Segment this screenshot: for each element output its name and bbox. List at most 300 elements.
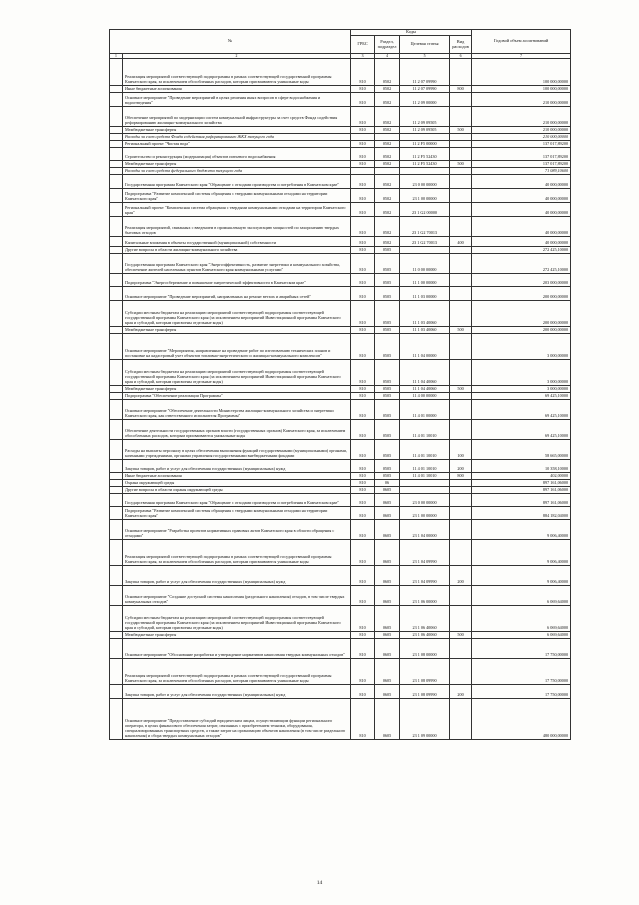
row-grbs-cell: 810 [351, 175, 375, 189]
row-name-cell: Расходы за счет средств федерального бюджета текущего года [123, 168, 351, 175]
row-section-cell: 0505 [375, 334, 400, 360]
row-grbs-cell: 810 [351, 480, 375, 487]
row-grbs-cell: 810 [351, 360, 375, 386]
row-amount-cell: 210 000,00000 [472, 107, 571, 127]
row-expense-type-cell [450, 301, 472, 327]
row-number-cell [110, 473, 123, 480]
row-expense-type-cell: 200 [450, 460, 472, 473]
row-number-cell [110, 566, 123, 586]
row-target-cell: 23 1 00 00000 [400, 507, 450, 520]
row-target-cell: 11 1 03 40060 [400, 301, 450, 327]
table-row [110, 487, 571, 494]
row-expense-type-cell [450, 148, 472, 161]
row-name-cell: Государственная программа Камчатского края "Обращение с отходами производства и потребления в Камчатском крае" [123, 494, 351, 507]
row-name-cell: Основное мероприятие "Обоснование разработки и утверждение нормативов накопления твердых коммунальных отходов" [123, 639, 351, 659]
table-row [110, 175, 571, 189]
row-amount-cell: 9 006,40000 [472, 566, 571, 586]
row-name-cell: Реализация мероприятий соответствующей подпрограммы в рамках соответствующей государственной программы Камчатского края, за исключением обособленных расходов, которым присваиваются уникальные коды [123, 540, 351, 566]
row-target-cell: 23 1 06 40060 [400, 606, 450, 632]
row-expense-type-cell [450, 93, 472, 107]
row-amount-cell: 9 006,40000 [472, 520, 571, 540]
row-target-cell: 23 1 00 00000 [400, 189, 450, 203]
row-section-cell: 0502 [375, 86, 400, 93]
row-name-cell: Субсидии местным бюджетам на реализацию мероприятий соответствующей подпрограммы соответствующей государственной программы Камчатского края (за исключением мероприятий Инвестиционной программы Камчатского края и субсидий, которым присвоены отдельные коды) [123, 301, 351, 327]
row-grbs-cell [351, 168, 375, 175]
row-amount-cell: 897 161,06000 [472, 494, 571, 507]
table-row [110, 59, 571, 86]
row-grbs-cell: 810 [351, 86, 375, 93]
row-name-cell: Основное мероприятие "Мероприятия, направленные на проведение работ по изготовлению технических планов и постановке на кадастровый учет объектов топливно-энергетического и жилищно-коммунального комплексов" [123, 334, 351, 360]
row-number-cell [110, 247, 123, 254]
row-name-cell: Подпрограмма "Обеспечение реализации Программы" [123, 393, 351, 400]
row-section-cell: 0502 [375, 93, 400, 107]
row-grbs-cell: 810 [351, 639, 375, 659]
table-row [110, 393, 571, 400]
row-target-cell: 23 0 00 00000 [400, 175, 450, 189]
table-row [110, 494, 571, 507]
row-grbs-cell: 810 [351, 440, 375, 460]
table-row [110, 639, 571, 659]
row-grbs-cell: 810 [351, 494, 375, 507]
row-target-cell: 11 2 09 09505 [400, 127, 450, 134]
row-number-cell [110, 420, 123, 440]
row-section-cell: 0605 [375, 520, 400, 540]
row-target-cell: 11 2 F5 00000 [400, 141, 450, 148]
row-section-cell: 0605 [375, 632, 400, 639]
table-row [110, 566, 571, 586]
row-grbs-cell: 810 [351, 327, 375, 334]
row-amount-cell: 210 000,00000 [472, 93, 571, 107]
header-row-1 [110, 30, 571, 36]
row-amount-cell: 100 000,00000 [472, 86, 571, 93]
table-row [110, 148, 571, 161]
row-grbs-cell: 810 [351, 420, 375, 440]
row-target-cell [400, 480, 450, 487]
row-amount-cell: 17 750,00000 [472, 659, 571, 685]
row-number-cell [110, 274, 123, 287]
column-number: 4 [375, 54, 400, 59]
row-grbs-cell: 810 [351, 699, 375, 740]
row-grbs-cell: 810 [351, 393, 375, 400]
row-expense-type-cell [450, 247, 472, 254]
row-number-cell [110, 480, 123, 487]
row-target-cell: 11 1 00 00000 [400, 274, 450, 287]
row-target-cell: 11 2 F5 52430 [400, 148, 450, 161]
row-amount-cell: 3 000,00000 [472, 386, 571, 393]
table-row [110, 189, 571, 203]
row-name-cell: Закупка товаров, работ и услуг для обеспечения государственных (муниципальных) нужд [123, 460, 351, 473]
row-grbs-cell: 810 [351, 460, 375, 473]
row-target-cell [400, 487, 450, 494]
row-number-cell [110, 327, 123, 334]
column-number: 2 [123, 54, 351, 59]
table-row [110, 480, 571, 487]
row-section-cell: 0605 [375, 507, 400, 520]
row-amount-cell: 210 000,00000 [472, 127, 571, 134]
row-expense-type-cell [450, 507, 472, 520]
row-target-cell: 11 1 03 00000 [400, 287, 450, 301]
row-target-cell: 11 2 F5 52430 [400, 161, 450, 168]
table-row [110, 254, 571, 274]
row-amount-cell: 137 017,89200 [472, 141, 571, 148]
table-row [110, 274, 571, 287]
row-grbs-cell: 810 [351, 386, 375, 393]
row-expense-type-cell: 400 [450, 237, 472, 247]
row-target-cell: 11 4 01 10010 [400, 473, 450, 480]
row-expense-type-cell: 800 [450, 473, 472, 480]
row-section-cell: 0502 [375, 175, 400, 189]
row-amount-cell: 480 000,00000 [472, 699, 571, 740]
row-grbs-cell: 810 [351, 586, 375, 606]
row-number-cell [110, 386, 123, 393]
row-expense-type-cell [450, 274, 472, 287]
row-amount-cell: 9 006,40000 [472, 540, 571, 566]
row-target-cell: 23 1 08 00000 [400, 639, 450, 659]
row-amount-cell: 71 089,10600 [472, 168, 571, 175]
row-target-cell: 11 2 07 09990 [400, 86, 450, 93]
row-number-cell [110, 659, 123, 685]
row-number-cell [110, 639, 123, 659]
row-number-cell [110, 460, 123, 473]
row-name-cell: Межбюджетные трансферты [123, 386, 351, 393]
row-number-cell [110, 699, 123, 740]
row-expense-type-cell [450, 494, 472, 507]
table-body [110, 59, 571, 740]
header-section: Раздел, подраздел [375, 36, 400, 54]
row-number-cell [110, 494, 123, 507]
row-section-cell: 0505 [375, 360, 400, 386]
row-target-cell: 23 1 04 09990 [400, 540, 450, 566]
row-target-cell: 11 2 09 00000 [400, 93, 450, 107]
table-row [110, 606, 571, 632]
row-name-cell: Реализация мероприятий соответствующей подпрограммы в рамках соответствующей государственной программы Камчатского края, за исключением обособленных расходов, которым присваиваются уникальные коды [123, 59, 351, 86]
row-amount-cell: 272 425,10000 [472, 254, 571, 274]
row-section-cell: 0605 [375, 639, 400, 659]
row-grbs-cell: 810 [351, 189, 375, 203]
row-section-cell: 0502 [375, 127, 400, 134]
header-expense-type: Вид расходов [450, 36, 472, 54]
table-row [110, 327, 571, 334]
row-section-cell: 0505 [375, 393, 400, 400]
row-amount-cell: 897 161,06000 [472, 480, 571, 487]
row-name-cell: Межбюджетные трансферты [123, 632, 351, 639]
row-amount-cell: 100 000,00000 [472, 59, 571, 86]
row-grbs-cell: 810 [351, 487, 375, 494]
row-target-cell: 11 2 07 09990 [400, 59, 450, 86]
row-expense-type-cell [450, 141, 472, 148]
header-number: № [110, 30, 351, 54]
row-target-cell: 11 1 03 40060 [400, 327, 450, 334]
row-expense-type-cell [450, 606, 472, 632]
row-number-cell [110, 86, 123, 93]
table-row [110, 360, 571, 386]
row-section-cell: 0605 [375, 685, 400, 699]
row-amount-cell: 884 182,04000 [472, 507, 571, 520]
row-expense-type-cell: 500 [450, 127, 472, 134]
row-name-cell: Подпрограмма "Энергосбережение и повышение энергетической эффективности в Камчатском крае" [123, 274, 351, 287]
row-expense-type-cell [450, 520, 472, 540]
row-amount-cell: 203 000,00000 [472, 274, 571, 287]
row-name-cell: Основное мероприятие "Разработка проектов нормативных правовых актов Камчатского края в области обращения с отходами" [123, 520, 351, 540]
row-target-cell: 23 1 08 09990 [400, 685, 450, 699]
row-section-cell: 0505 [375, 400, 400, 420]
row-amount-cell: 40 000,00000 [472, 237, 571, 247]
row-amount-cell: 3 000,00000 [472, 360, 571, 386]
row-section-cell: 0505 [375, 254, 400, 274]
row-section-cell: 0505 [375, 460, 400, 473]
row-target-cell: 23 1 04 09990 [400, 566, 450, 586]
row-grbs-cell: 810 [351, 287, 375, 301]
row-section-cell: 0605 [375, 586, 400, 606]
table-row [110, 237, 571, 247]
row-grbs-cell: 810 [351, 254, 375, 274]
row-expense-type-cell [450, 487, 472, 494]
row-name-cell: Закупка товаров, работ и услуг для обеспечения государственных (муниципальных) нужд [123, 566, 351, 586]
row-amount-cell: 272 425,10000 [472, 247, 571, 254]
row-section-cell: 0502 [375, 203, 400, 217]
row-number-cell [110, 606, 123, 632]
row-amount-cell: 200 000,00000 [472, 287, 571, 301]
row-section-cell: 0502 [375, 237, 400, 247]
row-section-cell: 0505 [375, 247, 400, 254]
row-grbs-cell: 810 [351, 107, 375, 127]
header-target: Целевая статья [400, 36, 450, 54]
table-row [110, 586, 571, 606]
row-number-cell [110, 254, 123, 274]
row-number-cell [110, 237, 123, 247]
row-number-cell [110, 141, 123, 148]
row-expense-type-cell [450, 699, 472, 740]
row-target-cell: 11 2 09 09505 [400, 107, 450, 127]
row-expense-type-cell: 200 [450, 566, 472, 586]
row-amount-cell: 3 000,00000 [472, 334, 571, 360]
row-section-cell: 0505 [375, 473, 400, 480]
row-target-cell: 11 1 04 00000 [400, 334, 450, 360]
row-section-cell: 0605 [375, 540, 400, 566]
row-grbs-cell: 810 [351, 540, 375, 566]
row-target-cell: 23 1 06 40060 [400, 632, 450, 639]
row-target-cell: 11 4 01 10010 [400, 440, 450, 460]
row-name-cell: Реализация мероприятий соответствующей подпрограммы в рамках соответствующей государственной программы Камчатского края, за исключением обособленных расходов, которым присваиваются уникальные коды [123, 659, 351, 685]
table-row [110, 93, 571, 107]
row-expense-type-cell: 500 [450, 632, 472, 639]
row-number-cell [110, 632, 123, 639]
row-name-cell: Иные бюджетные ассигнования [123, 473, 351, 480]
row-grbs-cell: 810 [351, 632, 375, 639]
row-target-cell: 11 4 01 10010 [400, 460, 450, 473]
row-section-cell: 0502 [375, 161, 400, 168]
row-number-cell [110, 203, 123, 217]
row-section-cell: 0605 [375, 494, 400, 507]
row-section-cell: 0505 [375, 287, 400, 301]
row-name-cell: Другие вопросы в области жилищно-коммунального хозяйства [123, 247, 351, 254]
row-name-cell: Государственная программа Камчатского края "Энергоэффективность, развитие энергетики и коммунального хозяйства, обеспечение жителей населенных пунктов Камчатского края коммунальными услугами" [123, 254, 351, 274]
row-section-cell: 0502 [375, 189, 400, 203]
table-row [110, 386, 571, 393]
row-name-cell: Расходы за счет средств Фонда содействия реформированию ЖКХ текущего года [123, 134, 351, 141]
row-expense-type-cell [450, 400, 472, 420]
row-number-cell [110, 93, 123, 107]
row-expense-type-cell [450, 393, 472, 400]
row-name-cell: Региональный проект "Чистая вода" [123, 141, 351, 148]
row-expense-type-cell [450, 334, 472, 360]
row-expense-type-cell [450, 586, 472, 606]
row-number-cell [110, 685, 123, 699]
row-grbs-cell [351, 134, 375, 141]
row-grbs-cell: 810 [351, 473, 375, 480]
table-row [110, 161, 571, 168]
row-number-cell [110, 127, 123, 134]
header-annual-amount: Годовой объем ассигнований [472, 30, 571, 54]
row-section-cell: 0605 [375, 566, 400, 586]
row-section-cell: 0505 [375, 274, 400, 287]
row-target-cell [400, 247, 450, 254]
row-target-cell: 23 1 G2 70013 [400, 217, 450, 237]
row-grbs-cell: 810 [351, 148, 375, 161]
row-expense-type-cell [450, 59, 472, 86]
page-number: 14 [316, 880, 323, 886]
row-amount-cell: 6 069,64000 [472, 632, 571, 639]
row-grbs-cell: 810 [351, 659, 375, 685]
table-row [110, 507, 571, 520]
row-name-cell: Реализация мероприятий, связанных с введением в промышленную эксплуатацию мощностей по захоронению твердых бытовых отходов [123, 217, 351, 237]
row-amount-cell: 6 069,64000 [472, 586, 571, 606]
table-row [110, 632, 571, 639]
row-section-cell [375, 134, 400, 141]
row-number-cell [110, 400, 123, 420]
row-number-cell [110, 440, 123, 460]
row-expense-type-cell [450, 168, 472, 175]
row-grbs-cell: 810 [351, 274, 375, 287]
column-number: 3 [351, 54, 375, 59]
row-section-cell: 0502 [375, 148, 400, 161]
row-section-cell: 0605 [375, 487, 400, 494]
row-target-cell: 23 1 06 00000 [400, 586, 450, 606]
row-target-cell [400, 134, 450, 141]
table-row [110, 86, 571, 93]
row-expense-type-cell [450, 639, 472, 659]
row-amount-cell: 69 425,10000 [472, 400, 571, 420]
column-number: 5 [400, 54, 450, 59]
row-target-cell: 23 1 G2 70013 [400, 237, 450, 247]
table-row [110, 334, 571, 360]
row-amount-cell: 137 017,89200 [472, 161, 571, 168]
row-number-cell [110, 217, 123, 237]
row-name-cell: Основное мероприятие "Проведение мероприятий, направленных на ремонт ветхих и аварийных сетей" [123, 287, 351, 301]
row-target-cell: 23 1 04 00000 [400, 520, 450, 540]
table-row [110, 659, 571, 685]
row-name-cell: Обеспечение мероприятий по модернизации систем коммунальной инфраструктуры за счет средств Фонда содействия реформированию жилищно-коммунального хозяйства [123, 107, 351, 127]
row-amount-cell: 40 000,00000 [472, 175, 571, 189]
row-expense-type-cell [450, 217, 472, 237]
row-section-cell: 0605 [375, 659, 400, 685]
row-expense-type-cell [450, 254, 472, 274]
row-section-cell: 0505 [375, 327, 400, 334]
row-amount-cell: 69 425,10000 [472, 393, 571, 400]
row-target-cell: 23 0 00 00000 [400, 494, 450, 507]
row-grbs-cell: 810 [351, 237, 375, 247]
table-row [110, 203, 571, 217]
row-section-cell: 0605 [375, 606, 400, 632]
row-expense-type-cell [450, 203, 472, 217]
table-row [110, 301, 571, 327]
row-grbs-cell: 810 [351, 520, 375, 540]
row-amount-cell: 200 000,00000 [472, 327, 571, 334]
table-row [110, 217, 571, 237]
row-grbs-cell: 810 [351, 217, 375, 237]
row-expense-type-cell [450, 540, 472, 566]
table-row [110, 540, 571, 566]
row-name-cell: Охрана окружающей среды [123, 480, 351, 487]
row-grbs-cell: 810 [351, 161, 375, 168]
row-number-cell [110, 107, 123, 127]
row-name-cell: Закупка товаров, работ и услуг для обеспечения государственных (муниципальных) нужд [123, 685, 351, 699]
row-name-cell: Межбюджетные трансферты [123, 127, 351, 134]
row-name-cell: Основное мероприятие "Проведение мероприятий в целях решения иных вопросов в сфере водоснабжения и водоотведения" [123, 93, 351, 107]
row-section-cell [375, 168, 400, 175]
row-grbs-cell: 810 [351, 93, 375, 107]
table-row [110, 460, 571, 473]
row-amount-cell: 17 750,00000 [472, 685, 571, 699]
row-grbs-cell: 810 [351, 507, 375, 520]
row-name-cell: Субсидии местным бюджетам на реализацию мероприятий соответствующей подпрограммы соответствующей государственной программы Камчатского края (за исключением мероприятий Инвестиционной программы Камчатского края и субсидий, которым присвоены отдельные коды) [123, 606, 351, 632]
row-number-cell [110, 520, 123, 540]
row-name-cell: Субсидии местным бюджетам на реализацию мероприятий соответствующей подпрограммы соответствующей государственной программы Камчатского края (за исключением мероприятий Инвестиционной программы Камчатского края и субсидий, которым присвоены отдельные коды) [123, 360, 351, 386]
table-row [110, 685, 571, 699]
row-target-cell [400, 168, 450, 175]
row-number-cell [110, 134, 123, 141]
row-target-cell: 11 4 00 00000 [400, 393, 450, 400]
table-row [110, 134, 571, 141]
row-name-cell: Обеспечение деятельности государственных органов власти (государственных органов) Камчатского края, за исключением обособленных расходов, которым присваиваются уникальные коды [123, 420, 351, 440]
row-amount-cell: 200 000,00000 [472, 301, 571, 327]
column-number: 6 [450, 54, 472, 59]
row-number-cell [110, 148, 123, 161]
row-number-cell [110, 175, 123, 189]
row-amount-cell: 137 017,89200 [472, 148, 571, 161]
table-row [110, 168, 571, 175]
row-section-cell: 0502 [375, 107, 400, 127]
row-expense-type-cell [450, 134, 472, 141]
row-amount-cell: 210 000,00000 [472, 134, 571, 141]
row-grbs-cell: 810 [351, 606, 375, 632]
row-section-cell: 0505 [375, 420, 400, 440]
row-expense-type-cell: 500 [450, 386, 472, 393]
row-number-cell [110, 586, 123, 606]
row-section-cell: 0505 [375, 386, 400, 393]
row-target-cell: 23 1 09 00000 [400, 699, 450, 740]
table-row [110, 440, 571, 460]
row-number-cell [110, 168, 123, 175]
row-amount-cell: 40 000,00000 [472, 217, 571, 237]
row-expense-type-cell: 200 [450, 685, 472, 699]
row-grbs-cell: 810 [351, 566, 375, 586]
row-target-cell: 11 1 04 40060 [400, 360, 450, 386]
table-row [110, 473, 571, 480]
row-number-cell [110, 487, 123, 494]
row-expense-type-cell [450, 480, 472, 487]
row-section-cell: 0605 [375, 699, 400, 740]
budget-table [109, 29, 571, 740]
row-amount-cell: 69 425,10000 [472, 420, 571, 440]
row-target-cell: 11 4 01 00000 [400, 400, 450, 420]
header-grbs: ГРБС [351, 36, 375, 54]
row-name-cell: Межбюджетные трансферты [123, 161, 351, 168]
row-expense-type-cell [450, 107, 472, 127]
row-expense-type-cell [450, 175, 472, 189]
row-grbs-cell: 810 [351, 203, 375, 217]
row-number-cell [110, 161, 123, 168]
